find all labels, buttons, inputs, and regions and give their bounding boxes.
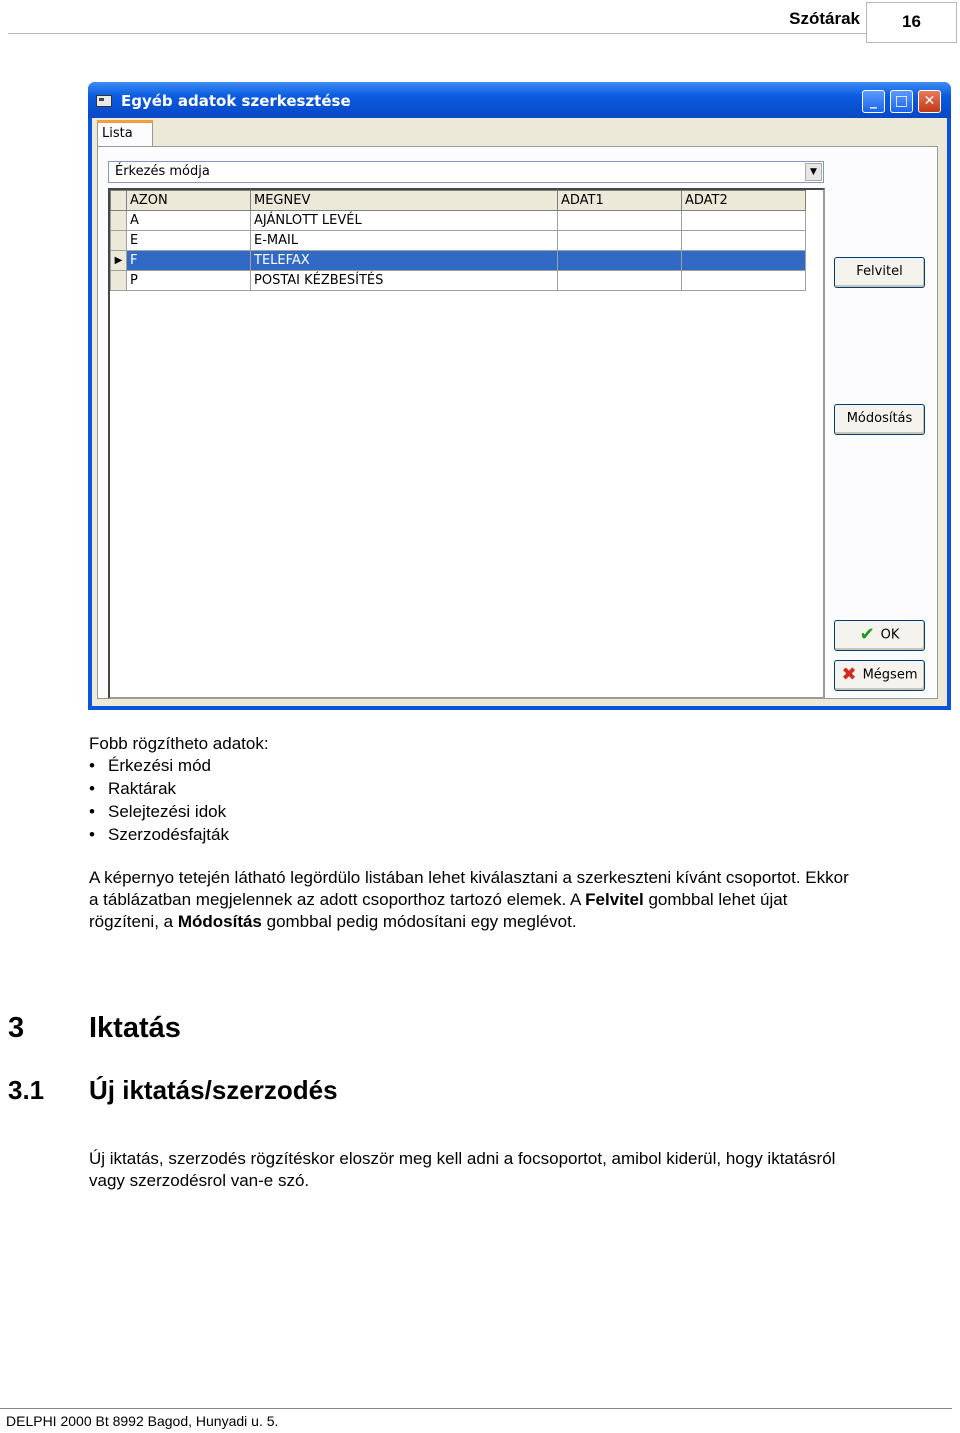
list-item: • Raktárak <box>89 777 229 800</box>
checkmark-icon: ✔ <box>859 624 875 645</box>
subsection-heading <box>8 1075 338 1106</box>
cell-megnev[interactable]: AJÁNLOTT LEVÉL <box>251 211 558 231</box>
table-row-selected[interactable] <box>111 251 806 271</box>
cell-adat2[interactable] <box>682 251 806 271</box>
window-title: Egyéb adatok szerkesztése <box>121 92 351 110</box>
paragraph-line <box>89 911 949 933</box>
megsem-button-label: Mégsem <box>862 667 918 683</box>
cell-megnev[interactable]: TELEFAX <box>251 251 558 271</box>
text-span: rögzíteni, a <box>89 912 178 931</box>
cell-adat2[interactable] <box>682 271 806 291</box>
cell-azon[interactable]: F <box>127 251 251 271</box>
paragraph-line: A képernyo tetején látható legördülo listában lehet kiválasztani a szerkeszteni kívánt csoportot. Ekkor <box>89 868 849 887</box>
header-rule <box>8 33 952 34</box>
section-title: Szótárak <box>789 9 860 28</box>
bold-felvitel: Felvitel <box>585 890 644 909</box>
dialog-window <box>88 82 951 710</box>
cell-adat1[interactable] <box>558 231 682 251</box>
cell-azon[interactable]: E <box>127 231 251 251</box>
close-button[interactable]: ✕ <box>918 90 941 113</box>
megsem-button[interactable] <box>834 660 925 691</box>
section-number: 3 <box>8 1012 25 1044</box>
bold-modositas: Módosítás <box>177 912 262 931</box>
intro-text: Fobb rögzítheto adatok: <box>89 734 269 753</box>
grid-header-row <box>111 191 806 211</box>
felvitel-button[interactable]: Felvitel <box>834 257 925 288</box>
title-bar[interactable] <box>88 82 951 118</box>
description-paragraph <box>89 867 949 933</box>
ok-button-label: OK <box>880 627 900 643</box>
list-item: • Érkezési mód <box>89 754 229 777</box>
cell-adat1[interactable] <box>558 211 682 231</box>
cell-azon[interactable]: A <box>127 211 251 231</box>
section-heading <box>8 1012 181 1045</box>
cell-megnev[interactable]: E-MAIL <box>251 231 558 251</box>
table-row[interactable] <box>111 211 806 231</box>
minimize-button[interactable]: _ <box>862 90 885 113</box>
page-number: 16 <box>866 2 957 43</box>
table-row[interactable] <box>111 271 806 291</box>
cell-adat2[interactable] <box>682 211 806 231</box>
row-indicator <box>111 211 127 231</box>
section-heading-text: Iktatás <box>89 1012 181 1044</box>
indicator-header <box>111 191 127 211</box>
grid-table <box>110 190 806 291</box>
column-header-azon[interactable]: AZON <box>127 191 251 211</box>
footer-text: DELPHI 2000 Bt 8992 Bagod, Hunyadi u. 5. <box>6 1413 279 1429</box>
group-dropdown-value: Érkezés módja <box>115 164 210 179</box>
list-item: • Selejtezési idok <box>89 800 229 823</box>
current-row-arrow-icon: ▶ <box>111 251 127 271</box>
subsection-number: 3.1 <box>8 1075 45 1105</box>
text-span: gombbal pedig módosítani egy meglévot. <box>261 912 577 931</box>
paragraph-line: vagy szerzodésrol van-e szó. <box>89 1171 310 1190</box>
list-item: • Szerzodésfajták <box>89 823 229 846</box>
row-indicator <box>111 231 127 251</box>
tab-lista[interactable]: Lista <box>97 120 153 147</box>
table-row[interactable] <box>111 231 806 251</box>
paragraph-line <box>89 889 949 911</box>
cell-adat1[interactable] <box>558 251 682 271</box>
column-header-adat1[interactable]: ADAT1 <box>558 191 682 211</box>
cell-adat2[interactable] <box>682 231 806 251</box>
text-span: gombbal lehet újat <box>643 890 788 909</box>
group-dropdown[interactable] <box>108 161 824 183</box>
paragraph-line: Új iktatás, szerzodés rögzítéskor eloször meg kell adni a focsoportot, amibol kiderül, hogy iktatásról <box>89 1149 836 1168</box>
cell-azon[interactable]: P <box>127 271 251 291</box>
footer-rule <box>0 1408 952 1409</box>
text-span: a táblázatban megjelennek az adott csoporthoz tartozó elemek. A <box>89 890 586 909</box>
window-icon[interactable] <box>96 95 112 107</box>
cell-megnev[interactable]: POSTAI KÉZBESÍTÉS <box>251 271 558 291</box>
column-header-adat2[interactable]: ADAT2 <box>682 191 806 211</box>
cancel-x-icon: ✖ <box>841 664 857 685</box>
modositas-button[interactable]: Módosítás <box>834 404 925 435</box>
bullet-list <box>89 754 229 846</box>
data-grid[interactable] <box>108 188 825 699</box>
ok-button[interactable] <box>834 620 925 651</box>
subsection-heading-text: Új iktatás/szerzodés <box>89 1075 338 1105</box>
row-indicator <box>111 271 127 291</box>
cell-adat1[interactable] <box>558 271 682 291</box>
maximize-button[interactable]: □ <box>890 90 913 113</box>
body-paragraph <box>89 1148 949 1192</box>
column-header-megnev[interactable]: MEGNEV <box>251 191 558 211</box>
chevron-down-icon[interactable]: ▼ <box>805 163 822 181</box>
